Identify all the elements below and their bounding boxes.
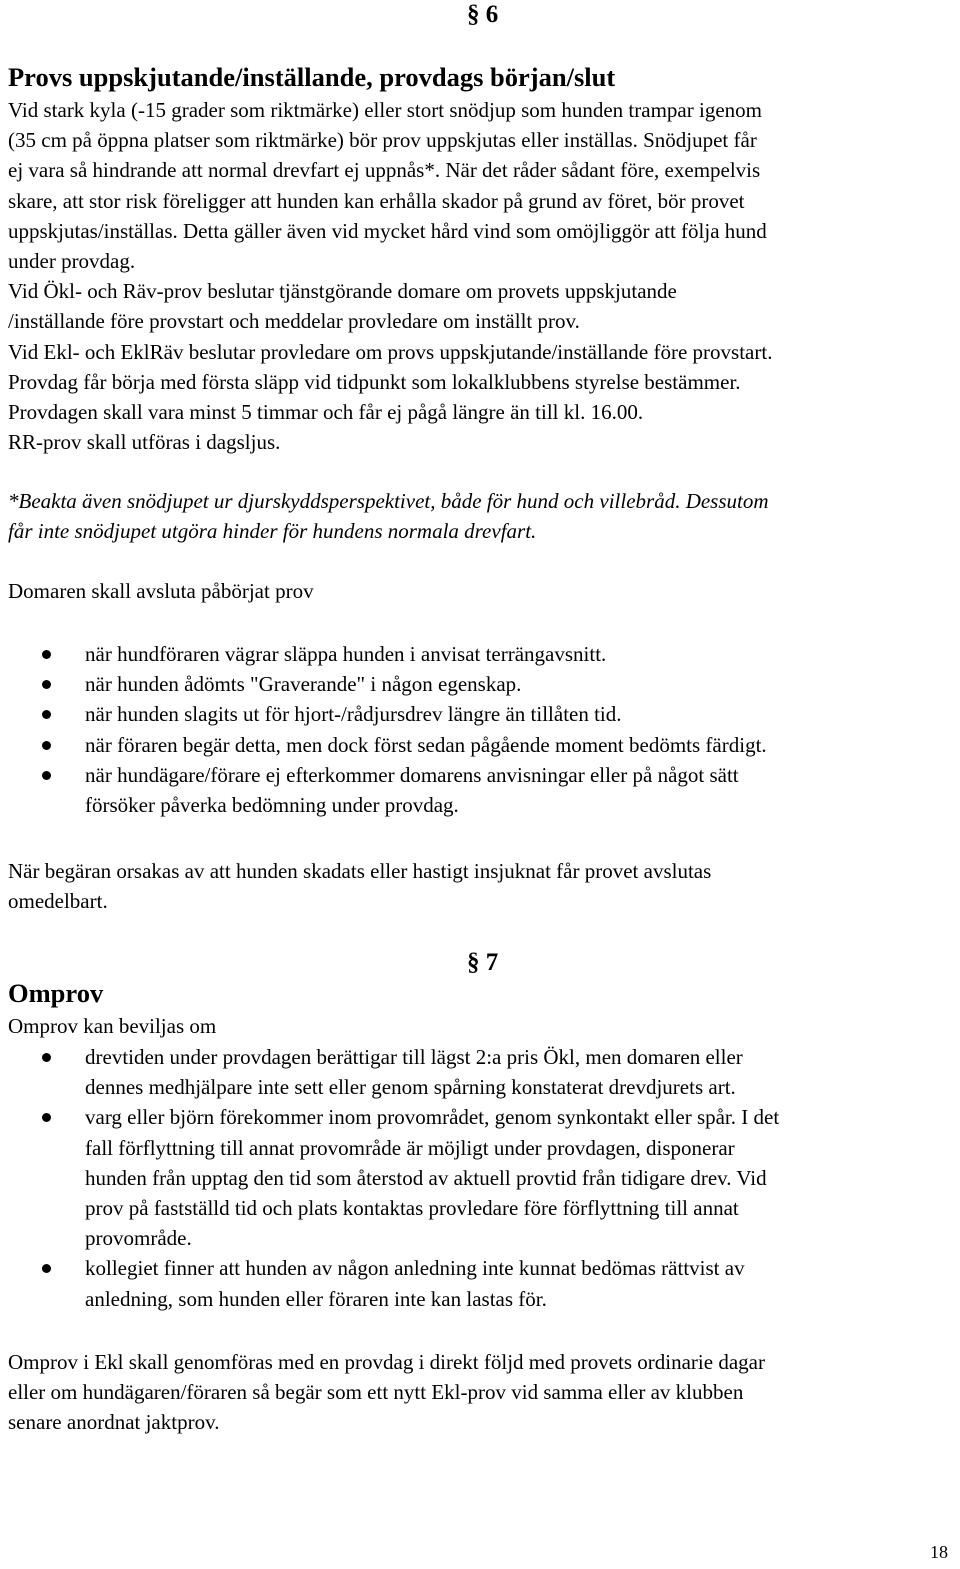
list-item-text: när hundägare/förare ej efterkommer domarens anvisningar eller på något sätt [85, 762, 739, 787]
list-item [8, 760, 958, 820]
list-item [8, 1042, 958, 1102]
list-item-text: drevtiden under provdagen berättigar till lägst 2:a pris Ökl, men domaren eller [85, 1045, 743, 1069]
list-item [8, 1253, 958, 1313]
list-item [8, 699, 958, 729]
list-item-text: varg eller björn förekommer inom provområdet, genom synkontakt eller spår. I det [85, 1105, 780, 1130]
section-6-mark: § 6 [467, 1, 499, 28]
body-line: Vid stark kyla (-15 grader som riktmärke) eller stort snödjup som hunden trampar igenom [8, 98, 762, 122]
body-line: uppskjutas/inställas. Detta gäller även vid mycket hård vind som omöjliggör att följa hund [8, 218, 767, 243]
footnote-line: *Beakta även snödjupet ur djurskyddsperspektivet, både för hund och villebråd. Dessutom [8, 489, 769, 513]
bullet-icon [42, 1264, 51, 1273]
body-line: skare, att stor risk föreligger att hunden kan erhålla skador på grund av föret, bör provet [8, 188, 745, 213]
section-7-heading: Omprov [8, 978, 104, 1008]
bullet-icon [42, 680, 51, 689]
bullet-icon [42, 710, 51, 719]
list-item-text: när hundföraren vägrar släppa hunden i anvisat terrängavsnitt. [85, 642, 607, 666]
body-line: Vid Ökl- och Räv-prov beslutar tjänstgörande domare om provets uppskjutande [8, 279, 677, 304]
list-item [8, 1102, 958, 1253]
list-item-text: fall förflyttning till annat provområde är möjligt under provdagen, disponerar [85, 1135, 735, 1160]
body-line: Vid Ekl- och EklRäv beslutar provledare om provs uppskjutande/inställande före provstart. [8, 339, 773, 364]
section-6-body [8, 95, 958, 457]
section-7-mark: § 7 [467, 949, 499, 976]
page-number: 18 [930, 1542, 948, 1562]
retest-intro: Omprov kan beviljas om [8, 1014, 217, 1038]
retest-conditions-list [8, 1042, 958, 1314]
body-line: När begäran orsakas av att hunden skadats eller hastigt insjuknat får provet avslutas [8, 859, 712, 883]
list-item-text: när hunden ådömts "Graverande" i någon egenskap. [85, 672, 522, 697]
body-line: Omprov i Ekl skall genomföras med en provdag i direkt följd med provets ordinarie dagar [8, 1350, 765, 1374]
body-line: senare anordnat jaktprov. [8, 1410, 220, 1435]
footnote-line: får inte snödjupet utgöra hinder för hundens normala drevfart. [8, 519, 537, 544]
abort-conditions-list [8, 639, 958, 820]
body-line: (35 cm på öppna platser som riktmärke) bör prov uppskjutas eller inställas. Snödjupet får [8, 128, 757, 153]
list-item-text: kollegiet finner att hunden av någon anledning inte kunnat bedömas rättvist av [85, 1256, 745, 1281]
list-item-text: när hunden slagits ut för hjort-/rådjursdrev längre än tillåten tid. [85, 702, 622, 727]
list-item-text: försöker påverka bedömning under provdag. [85, 793, 459, 818]
bullet-icon [42, 1113, 51, 1122]
list-item-text: provområde. [85, 1226, 192, 1251]
body-line: RR-prov skall utföras i dagsljus. [8, 430, 281, 455]
bullet-icon [42, 771, 51, 780]
list-item-text: anledning, som hunden eller föraren inte kan lastas för. [85, 1286, 547, 1311]
body-line: under provdag. [8, 249, 136, 274]
list-item [8, 639, 958, 669]
body-line: eller om hundägaren/föraren så begär som ett nytt Ekl-prov vid samma eller av klubben [8, 1380, 744, 1405]
retest-closing [8, 1347, 958, 1438]
body-line: Provdag får börja med första släpp vid tidpunkt som lokalklubbens styrelse bestämmer. [8, 369, 741, 394]
bullet-icon [42, 741, 51, 750]
list-item-text: hunden från upptag den tid som återstod av aktuell provtid från tidigare drev. Vid [85, 1165, 767, 1190]
snow-depth-footnote [8, 486, 958, 546]
body-line: /inställande före provstart och meddelar provledare om inställt prov. [8, 309, 580, 334]
injury-note [8, 856, 958, 916]
body-line: ej vara så hindrande att normal drevfart ej uppnås*. När det råder sådant före, exempelvis [8, 158, 761, 183]
list-item [8, 669, 958, 699]
abort-intro: Domaren skall avsluta påbörjat prov [8, 579, 314, 603]
list-item [8, 730, 958, 760]
section-6-heading: Provs uppskjutande/inställande, provdags början/slut [8, 62, 616, 92]
bullet-icon [42, 650, 51, 659]
body-line: omedelbart. [8, 889, 108, 914]
list-item-text: dennes medhjälpare inte sett eller genom spårning konstaterat drevdjurets art. [85, 1075, 736, 1100]
list-item-text: prov på fastställd tid och plats kontaktas provledare före förflyttning till annat [85, 1196, 739, 1221]
body-line: Provdagen skall vara minst 5 timmar och får ej pågå längre än till kl. 16.00. [8, 400, 644, 425]
list-item-text: när föraren begär detta, men dock först sedan pågående moment bedömts färdigt. [85, 732, 767, 757]
bullet-icon [42, 1053, 51, 1062]
